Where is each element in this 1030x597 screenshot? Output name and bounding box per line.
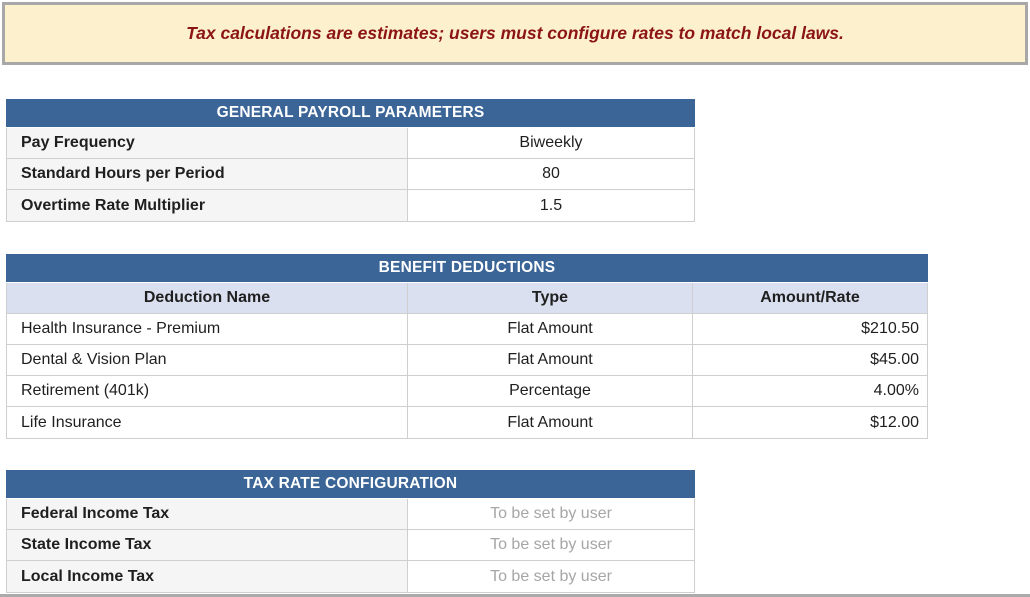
column-header-deduction-name: Deduction Name [7,283,408,313]
state-income-tax-value-cell[interactable]: To be set by user [408,530,694,560]
table-row [7,407,927,438]
benefit-deductions-title: BENEFIT DEDUCTIONS [6,254,928,282]
deduction-amount-cell[interactable]: $12.00 [693,407,927,438]
pay-frequency-label: Pay Frequency [7,128,408,158]
deduction-name-cell[interactable]: Retirement (401k) [7,376,408,406]
table-row [7,530,694,561]
table-row [7,128,694,159]
overtime-multiplier-value-cell[interactable]: 1.5 [408,190,694,221]
standard-hours-label: Standard Hours per Period [7,159,408,189]
table-row [7,190,694,221]
local-income-tax-label: Local Income Tax [7,561,408,592]
warning-banner-text: Tax calculations are estimates; users must configure rates to match local laws. [186,23,844,43]
state-income-tax-label: State Income Tax [7,530,408,560]
tax-rate-configuration-title: TAX RATE CONFIGURATION [6,470,695,498]
table-row [7,314,927,345]
warning-banner [2,2,1028,65]
benefit-deductions-table [6,254,928,439]
table-row [7,345,927,376]
deduction-type-cell[interactable]: Percentage [408,376,693,406]
table-row [7,499,694,530]
deduction-type-cell[interactable]: Flat Amount [408,407,693,438]
deduction-type-cell[interactable]: Flat Amount [408,345,693,375]
column-header-type: Type [408,283,693,313]
table-row [7,159,694,190]
tax-rate-configuration-table [6,470,695,593]
pay-frequency-value-cell[interactable]: Biweekly [408,128,694,158]
deduction-name-cell[interactable]: Life Insurance [7,407,408,438]
overtime-multiplier-label: Overtime Rate Multiplier [7,190,408,221]
column-header-amount-rate: Amount/Rate [693,283,927,313]
standard-hours-value-cell[interactable]: 80 [408,159,694,189]
table-row [7,376,927,407]
deduction-name-cell[interactable]: Health Insurance - Premium [7,314,408,344]
general-payroll-parameters-table [6,99,695,222]
federal-income-tax-label: Federal Income Tax [7,499,408,529]
deduction-amount-cell[interactable]: 4.00% [693,376,927,406]
table-row [7,561,694,592]
federal-income-tax-value-cell[interactable]: To be set by user [408,499,694,529]
deduction-amount-cell[interactable]: $45.00 [693,345,927,375]
general-payroll-parameters-title: GENERAL PAYROLL PARAMETERS [6,99,695,127]
deduction-amount-cell[interactable]: $210.50 [693,314,927,344]
local-income-tax-value-cell[interactable]: To be set by user [408,561,694,592]
deduction-type-cell[interactable]: Flat Amount [408,314,693,344]
deduction-name-cell[interactable]: Dental & Vision Plan [7,345,408,375]
column-header-row [7,283,927,314]
